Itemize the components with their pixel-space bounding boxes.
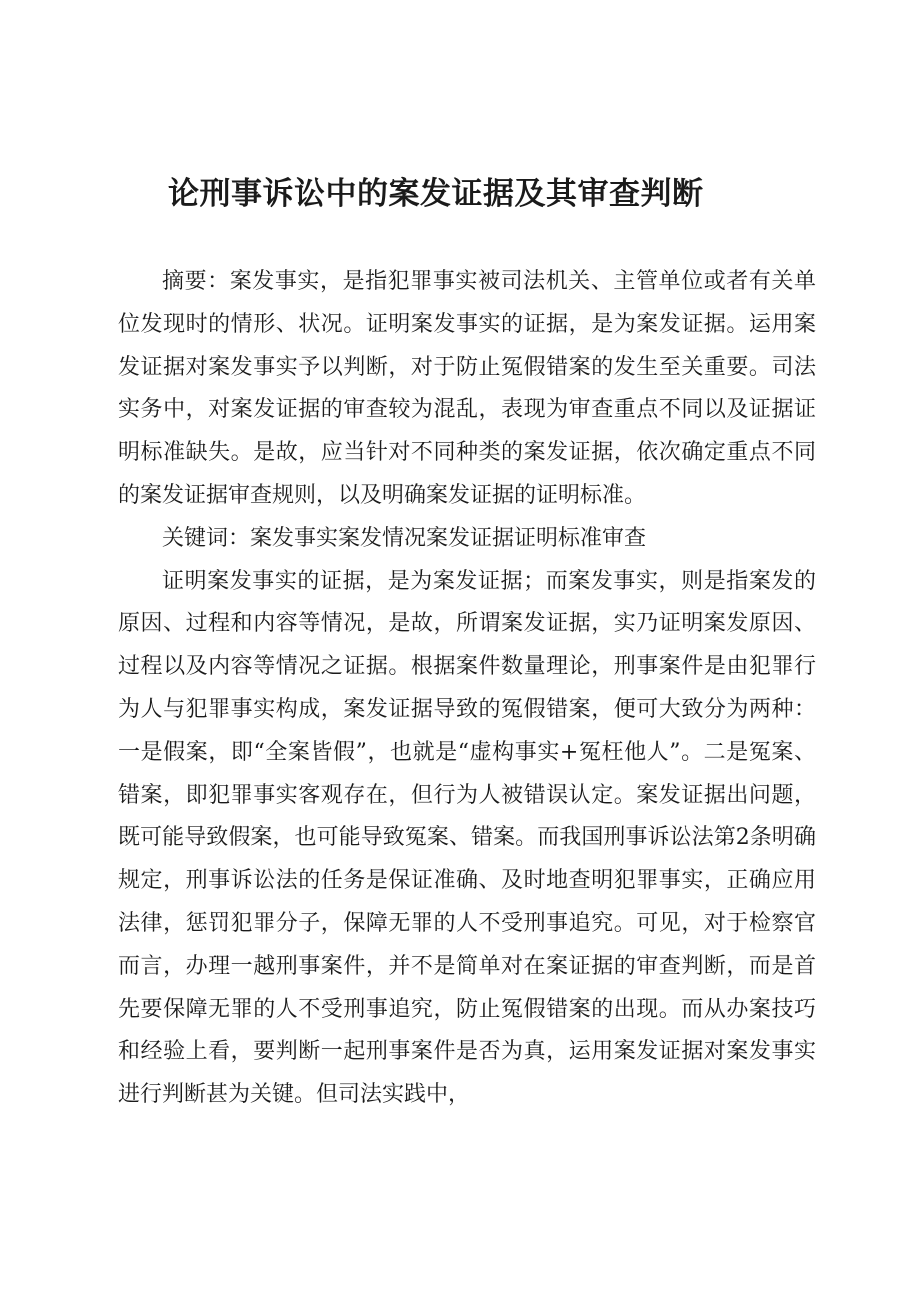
abstract-paragraph: 摘要：案发事实，是指犯罪事实被司法机关、主管单位或者有关单位发现时的情形、状况。证明案发事实的证据，是为案发证据。运用案发证据对案发事实予以判断，对于防止冤假错案的发生至关重要。司法实务中，对案发证据的审查较为混乱，表现为审查重点不同以及证据证明标准缺失。是故，应当针对不同种类的案发证据，依次确定重点不同的案发证据审查规则，以及明确案发证据的证明标准。 (118, 269, 816, 508)
document-title: 论刑事诉讼中的案发证据及其审查判断 (168, 176, 704, 212)
body-paragraph: 证明案发事实的证据，是为案发证据；而案发事实，则是指案发的原因、过程和内容等情况，是故，所谓案发证据，实乃证明案发原因、过程以及内容等情况之证据。根据案件数量理论，刑事案件是由犯罪行为人与犯罪事实构成，案发证据导致的冤假错案，便可大致分为两种：一是假案，即“全案皆假”，也就是“虚构事实+冤枉他人”。二是冤案、错案，即犯罪事实客观存在，但行为人被错误认定。案发证据出问题，既可能导致假案，也可能导致冤案、错案。而我国刑事诉讼法第2条明确规定，刑事诉讼法的任务是保证准确、及时地查明犯罪事实，正确应用法律，惩罚犯罪分子，保障无罪的人不受刑事追究。可见，对于检察官而言，办理一越刑事案件，并不是简单对在案证据的审查判断，而是首先要保障无罪的人不受刑事追究，防止冤假错案的出现。而从办案技巧和经验上看，要判断一起刑事案件是否为真，运用案发证据对案发事实进行判断甚为关键。但司法实践中， (118, 568, 816, 1108)
document-body (118, 261, 816, 1117)
keywords-paragraph: 关键词：案发事实案发情况案发证据证明标准审查 (162, 525, 647, 551)
